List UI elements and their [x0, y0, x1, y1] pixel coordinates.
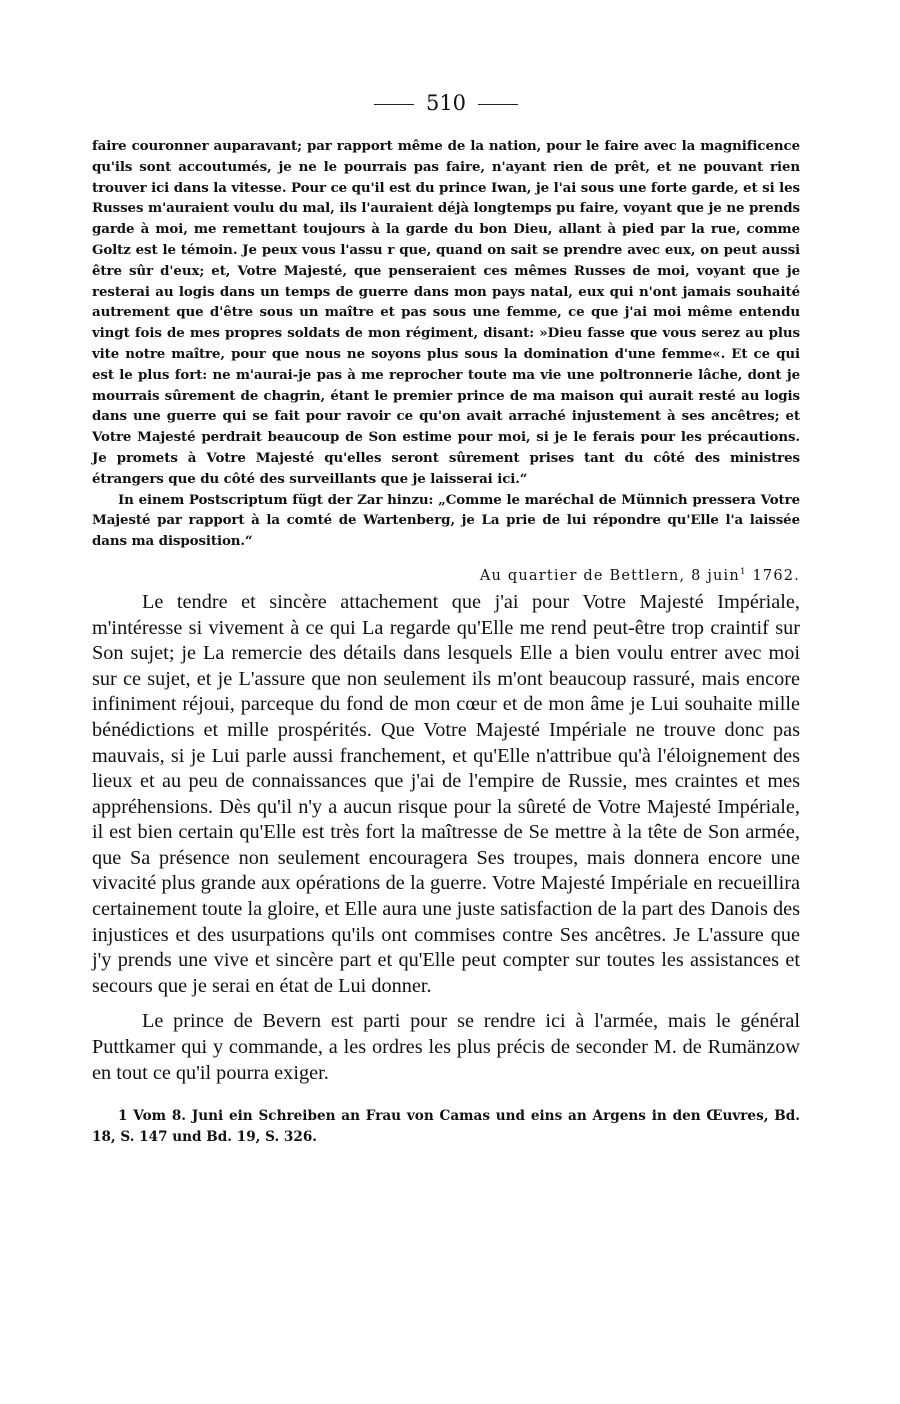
main-paragraph: Le tendre et sincère attachement que j'ai pour Votre Majesté Impériale, m'intéresse si vivement à ce qui La regarde qu'Elle me rend peut-être trop craintif sur Son sujet; je La remercie des détails dans lesquels Elle a bien voulu entrer avec moi sur ce sujet, et je L'assure que non seulement ils m'ont beaucoup rassuré, mais encore infiniment réjoui, parceque du fond de mon cœur et de mon âme je Lui souhaite mille bénédictions et mille prospérités. Que Votre Majesté Impériale ne trouve donc pas mauvais, si je Lui parle aussi franchement, et qu'Elle n'attribue qu'à l'éloignement des lieux et au peu de connaissances que j'ai de l'empire de Russie, mes craintes et mes appréhensions. Dès qu'il n'y a aucun risque pour la sûreté de Votre Majesté Impériale, il est bien certain qu'Elle est très fort la maîtresse de Se mettre à la tête de Son armée, que Sa présence non seulement encouragera Ses troupes, mais donnera encore une vivacité plus grande aux opérations de la guerre. Votre Majesté Impériale en recueillira certainement toute la gloire, et Elle aura une juste satisfaction de la part des Danois des injustices et des usurpations qu'ils ont commises contre Ses ancêtres. Je L'assure que j'y prends une vive et sincère part et qu'Elle peut compter sur toutes les assistances et secours que je serai en état de Lui donner. — [92, 590, 800, 997]
dateline-place: Au quartier de Bettlern, 8 juin — [479, 567, 740, 584]
letter-paragraph: faire couronner auparavant; par rapport même de la nation, pour le faire avec la magnificence qu'ils sont accoutumés, je ne le pourrais pas faire, n'ayant rien de prêt, et ne pouvant rien trouver ici dans la vitesse. Pour ce qu'il est du prince Iwan, je l'ai sous une forte garde, et si les Russes m'auraient voulu du mal, ils l'auraient déjà longtemps pu faire, voyant que je ne prends garde à moi, me remettant toujours à la garde du bon Dieu, allant à pied par la rue, comme Goltz est le témoin. Je peux vous l'assu r que, quand on sait se prendre avec eux, on peut aussi être sûr d'eux; et, Votre Majesté, que penseraient ces mêmes Russes de moi, voyant que je resterai au logis dans un temps de guerre dans mon pays natal, eux qui n'ont jamais souhaité autrement que d'être sous un maître et pas sous une femme, ce que j'ai moi même entendu vingt fois de mes propres soldats de mon régiment, disant: »Dieu fasse que vous serez au plus vite notre maître, pour que nous ne soyons plus sous la domination d'une femme«. Et ce qui est le plus fort: ne m'aurai-je pas à me reprocher toute ma vie une poltronnerie lâche, dont je mourrais sûrement de chagrin, étant le premier prince de ma maison qui aurait resté au logis dans une guerre qui se fait pour ravoir ce qu'on avait arraché injustement à ses ancêtres; et Votre Majesté perdrait beaucoup de Son estime pour moi, si je le ferais pour les précautions. Je promets à Votre Majesté qu'elles seront sûrement prises tant du côté des ministres étrangers que du côté des surveillants que je laisserai ici.“ — [92, 138, 800, 487]
dateline-year: 1762. — [746, 567, 800, 584]
page-header — [92, 86, 800, 120]
dateline — [92, 564, 800, 588]
footnote — [92, 1106, 800, 1148]
main-paragraph: Le prince de Bevern est parti pour se rendre ici à l'armée, mais le général Puttkamer qui y commande, a les ordres les plus précis de seconder M. de Rumänzow en tout ce qu'il pourra exiger. — [92, 1010, 800, 1084]
header-rule-left — [374, 104, 414, 105]
letter-quotation — [92, 136, 800, 552]
page — [92, 86, 800, 1148]
footnote-marker: 1 — [739, 567, 747, 578]
header-rule-right — [478, 104, 518, 105]
postscript-paragraph: In einem Postscriptum fügt der Zar hinzu: „Comme le maréchal de Münnich pressera Votre Majesté par rapport à la comté de Wartenberg, je La prie de lui répondre qu'Elle l'a laissée dans ma disposition.“ — [92, 491, 800, 550]
main-letter — [92, 590, 800, 1086]
footnote-text: 1 Vom 8. Juni ein Schreiben an Frau von Camas und eins an Argens in den Œuvres, Bd. 18, S. 147 und Bd. 19, S. 326. — [92, 1108, 800, 1146]
page-number: 510 — [425, 91, 467, 115]
